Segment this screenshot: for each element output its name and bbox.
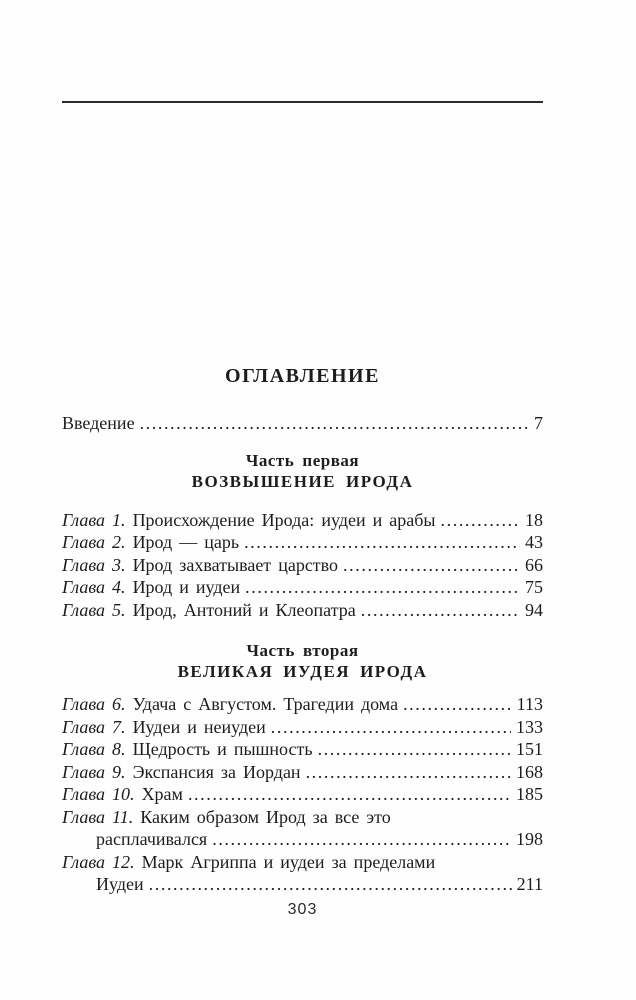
- entry-title-continuation: расплачивался: [96, 829, 208, 849]
- entry-title: Ирод, Антоний и Клеопатра: [132, 599, 356, 620]
- entry-page-number: 75: [525, 577, 543, 597]
- entry-chapter-label: Глава 4.: [62, 577, 126, 597]
- entry-page-number: 185: [516, 784, 543, 804]
- toc-entry: [62, 693, 543, 716]
- toc-entry: [62, 576, 543, 599]
- part-two-entries: [62, 693, 543, 896]
- part-two-heading: [62, 640, 543, 682]
- toc-entry-continuation: [62, 828, 543, 851]
- part-one-title: ВОЗВЫШЕНИЕ ИРОДА: [191, 471, 414, 491]
- entry-page-number: 151: [516, 739, 543, 759]
- entry-title: Происхождение Ирода: иудеи и арабы: [132, 509, 436, 530]
- entry-title: Экспансия за Иордан: [132, 761, 301, 782]
- toc-entry-introduction: [62, 412, 543, 435]
- entry-title: Каким образом Ирод за все это: [140, 806, 391, 827]
- entry-title: Храм: [141, 784, 183, 804]
- entry-chapter-label: Глава 3.: [62, 554, 126, 575]
- dot-leader: [318, 738, 511, 761]
- dot-leader: [361, 599, 520, 622]
- entry-page-number: 43: [525, 532, 543, 552]
- dot-leader: [306, 761, 511, 784]
- dot-leader: [403, 693, 512, 716]
- entry-page-number: 133: [516, 716, 543, 737]
- entry-title: Марк Агриппа и иудеи за пределами: [141, 851, 436, 872]
- entry-title: Ирод и иудеи: [132, 577, 241, 597]
- toc-entry: [62, 531, 543, 554]
- toc-entry: [62, 851, 543, 874]
- entry-chapter-label: Глава 6.: [62, 694, 126, 714]
- part-one-heading: [62, 450, 543, 492]
- entry-chapter-label: Глава 10.: [62, 784, 135, 804]
- entry-page-number: 66: [525, 554, 543, 575]
- entry-page-number: 211: [516, 874, 543, 894]
- header-rule: [62, 101, 543, 103]
- toc-entry: [62, 509, 543, 532]
- entry-chapter-label: Глава 11.: [62, 806, 134, 827]
- dot-leader: [441, 509, 520, 532]
- entry-page-number: 168: [516, 761, 543, 782]
- toc-entry: [62, 806, 543, 829]
- entry-page-number: 18: [525, 509, 543, 530]
- entry-title: Удача с Августом. Трагедии дома: [132, 694, 399, 714]
- entry-chapter-label: Глава 1.: [62, 509, 126, 530]
- toc-title: ОГЛАВЛЕНИЕ: [225, 365, 380, 387]
- dot-leader: [244, 531, 520, 554]
- entry-title: Введение: [62, 413, 135, 433]
- entry-title-continuation: Иудеи: [96, 874, 144, 894]
- part-two-title: ВЕЛИКАЯ ИУДЕЯ ИРОДА: [177, 662, 428, 681]
- dot-leader: [188, 783, 511, 806]
- entry-page-number: 113: [516, 694, 543, 714]
- toc-entry: [62, 783, 543, 806]
- entry-chapter-label: Глава 9.: [62, 761, 126, 782]
- entry-chapter-label: Глава 7.: [62, 716, 126, 737]
- part-two-label: Часть вторая: [246, 641, 359, 660]
- dot-leader: [149, 873, 512, 896]
- part-one-label: Часть первая: [245, 450, 360, 470]
- part-one-entries: [62, 509, 543, 622]
- toc-entry-continuation: [62, 873, 543, 896]
- page-folio-number: 303: [287, 900, 318, 918]
- entry-chapter-label: Глава 12.: [62, 851, 135, 872]
- toc-entry: [62, 738, 543, 761]
- entry-page-number: 198: [516, 829, 543, 849]
- dot-leader: [271, 716, 511, 739]
- entry-chapter-label: Глава 8.: [62, 739, 126, 759]
- dot-leader: [245, 576, 520, 599]
- entry-title: Иудеи и неиудеи: [132, 716, 266, 737]
- entry-chapter-label: Глава 2.: [62, 532, 126, 552]
- dot-leader: [212, 828, 511, 851]
- toc-entry: [62, 716, 543, 739]
- toc-entry: [62, 761, 543, 784]
- page-content: [0, 101, 636, 919]
- entry-title: Щедрость и пышность: [132, 739, 313, 759]
- toc-entry: [62, 599, 543, 622]
- toc-entry: [62, 554, 543, 577]
- dot-leader: [140, 412, 529, 435]
- entry-page-number: 7: [534, 413, 543, 433]
- entry-chapter-label: Глава 5.: [62, 599, 126, 620]
- entry-title: Ирод захватывает царство: [132, 554, 339, 575]
- entry-title: Ирод — царь: [132, 532, 240, 552]
- dot-leader: [343, 554, 520, 577]
- entry-page-number: 94: [525, 599, 543, 620]
